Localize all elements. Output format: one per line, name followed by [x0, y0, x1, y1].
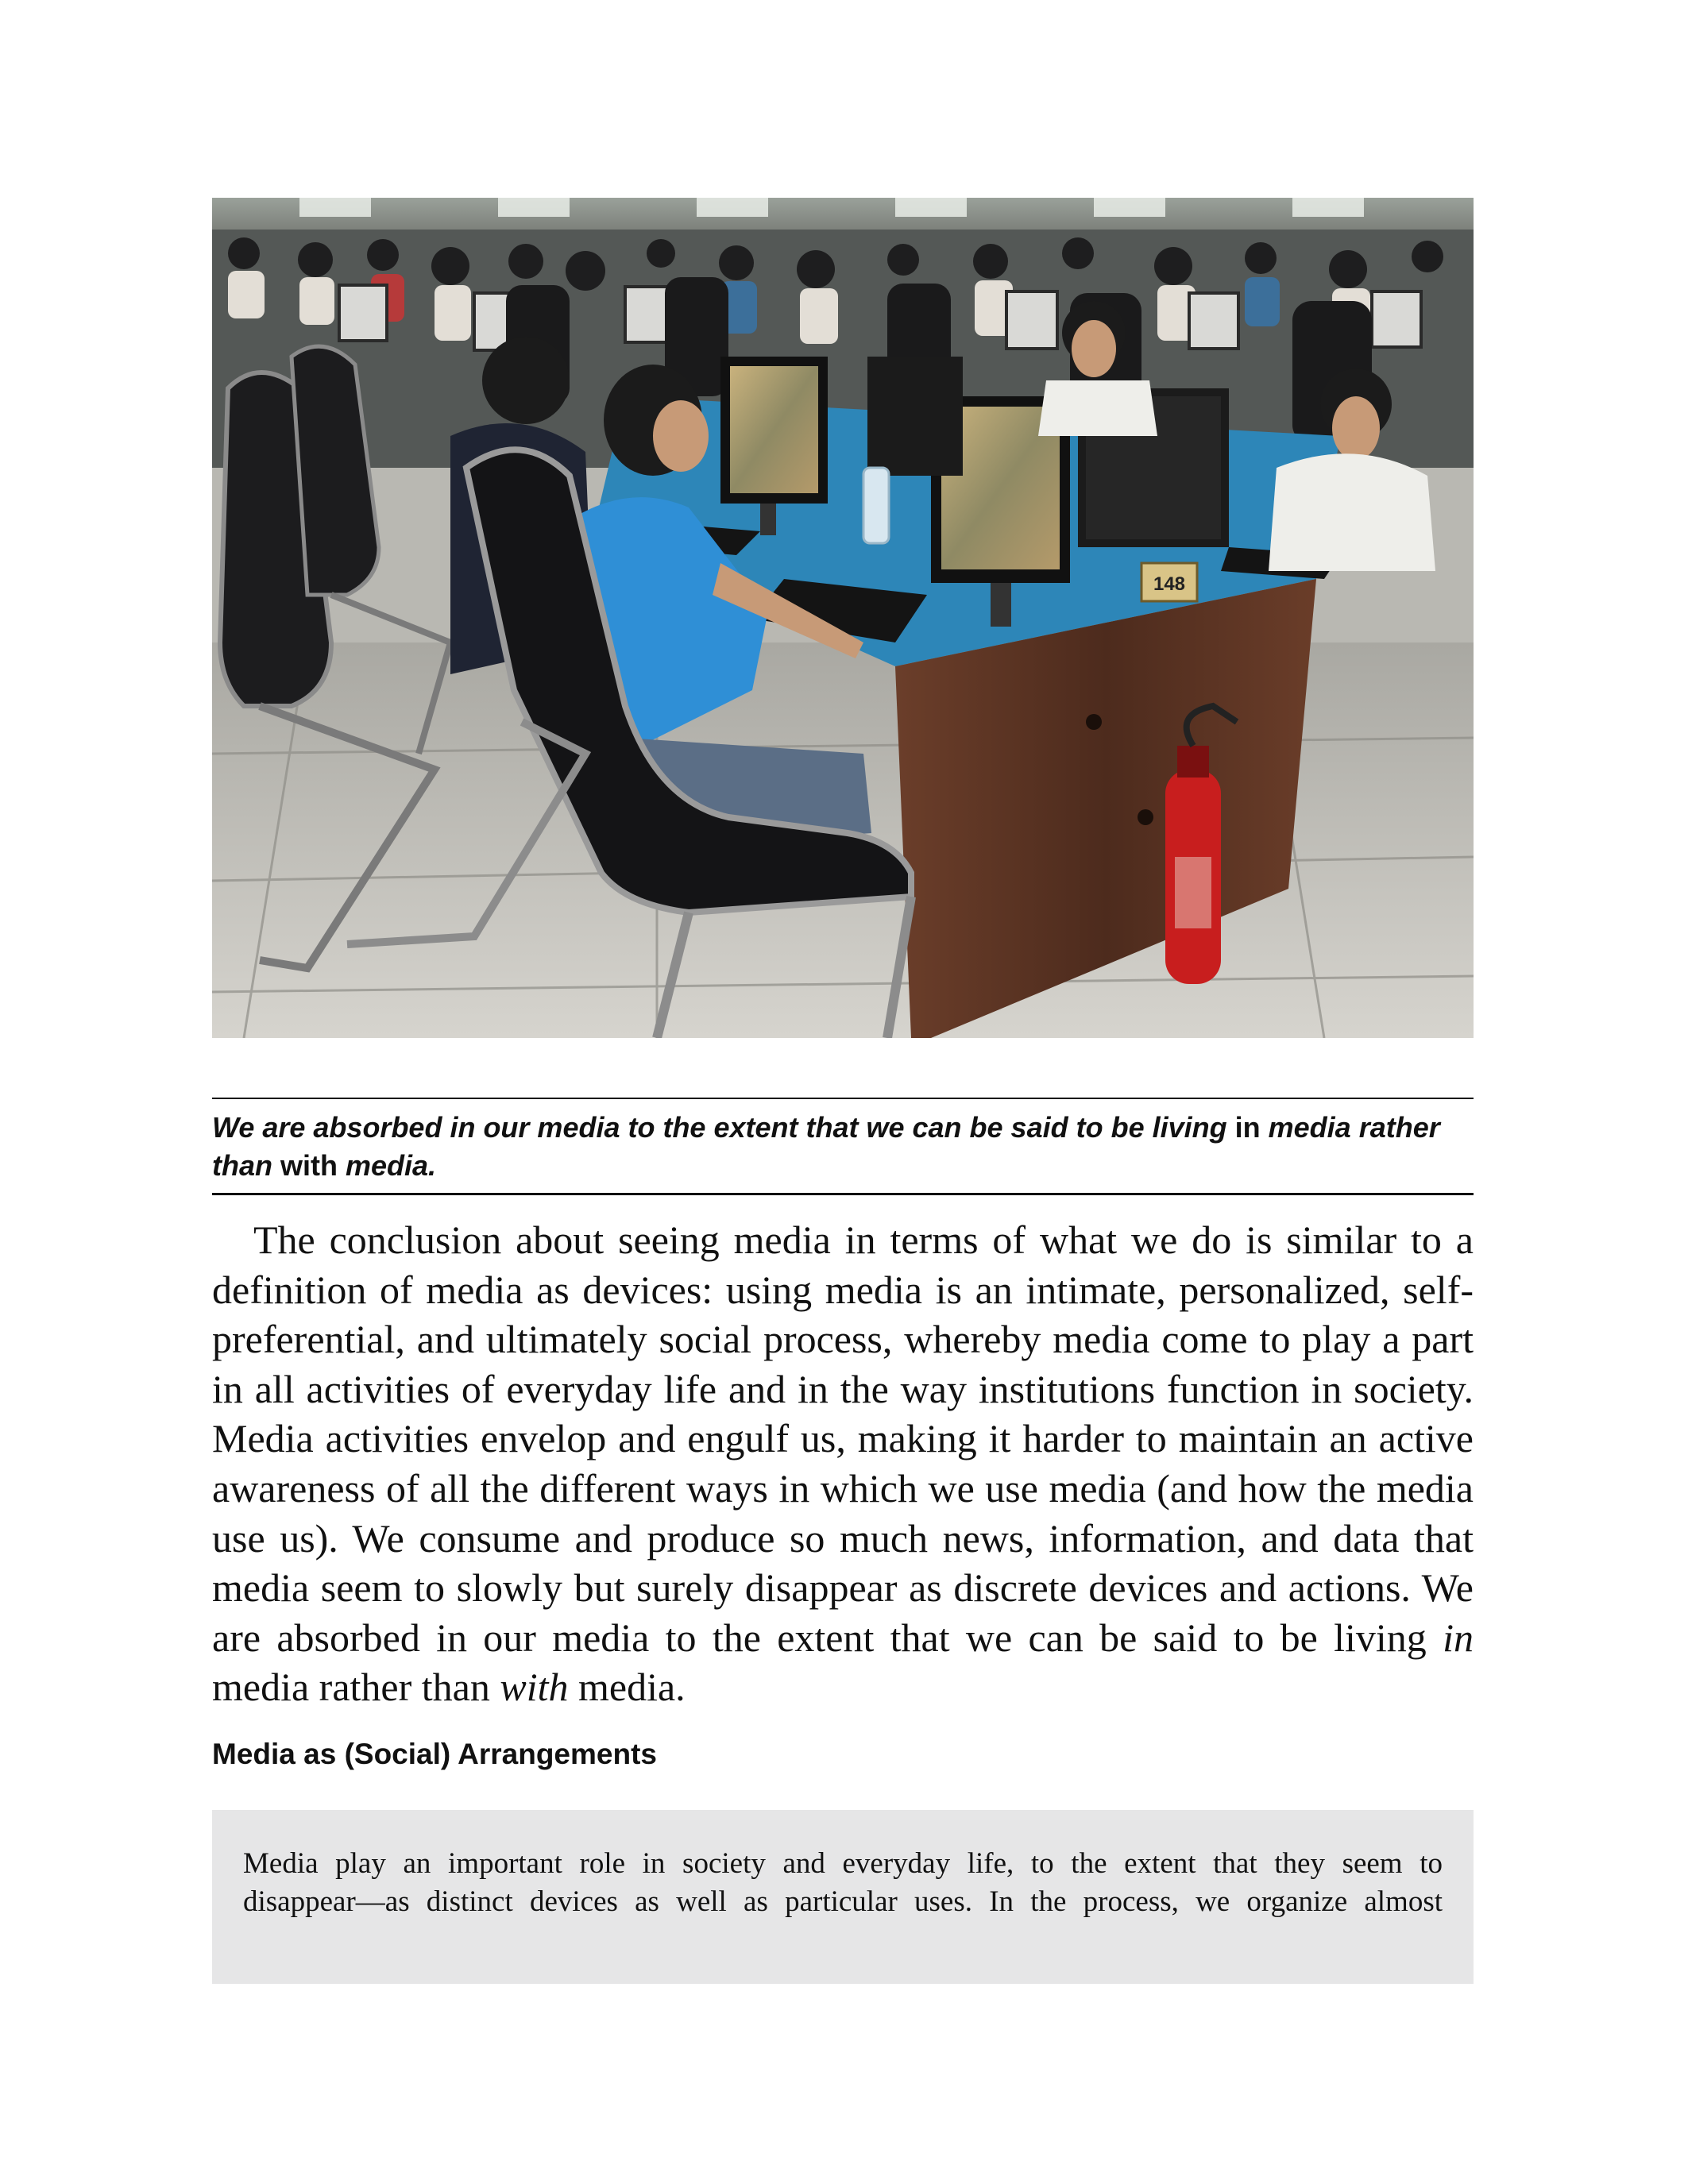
paragraph-emphasis-with: with — [500, 1665, 569, 1710]
summary-box — [212, 1810, 1474, 1984]
summary-line-1: Media play an important role in society and everyday life, to the extent that they seem to — [243, 1847, 1443, 1880]
internet-cafe-photo — [212, 198, 1474, 1038]
caption-part-1: We are absorbed in our media to the extent that we can be said to be living — [212, 1111, 1227, 1144]
paragraph-text-1: The conclusion about seeing media in terms of what we do is similar to a definition of media as devices: using media is an intimate, personalized, self-preferential, and ultimately social process, whereby media come to play a part in all activities of everyday life and in the way institutions function in society. Media activities envelop and engulf us, making it harder to maintain an active awareness of all the different ways in which we use media (and how the media use us). We consume and produce so much news, information, and data that media seem to slowly but surely disappear as discrete devices and actions. We are absorbed in our media to the extent that we can be said to be living — [212, 1217, 1474, 1660]
caption-word-with: with — [280, 1149, 338, 1182]
desk-sign-number: 148 — [1153, 573, 1186, 595]
internet-cafe-illustration — [212, 198, 1474, 1038]
paragraph-text-3: media. — [577, 1665, 686, 1710]
caption-part-2: media rather than — [212, 1111, 1440, 1182]
paragraph-text-2: media rather than — [212, 1665, 490, 1710]
caption-word-in: in — [1234, 1111, 1261, 1144]
water-bottle — [863, 468, 889, 543]
figure-caption — [212, 1098, 1474, 1195]
paragraph-emphasis-in: in — [1443, 1615, 1474, 1660]
section-heading: Media as (Social) Arrangements — [212, 1738, 657, 1770]
summary-line-2: disappear—as distinct devices as well as particular uses. In the process, we organize almost — [243, 1885, 1443, 1918]
caption-part-3: media. — [346, 1149, 437, 1182]
body-paragraph — [212, 1215, 1474, 1712]
